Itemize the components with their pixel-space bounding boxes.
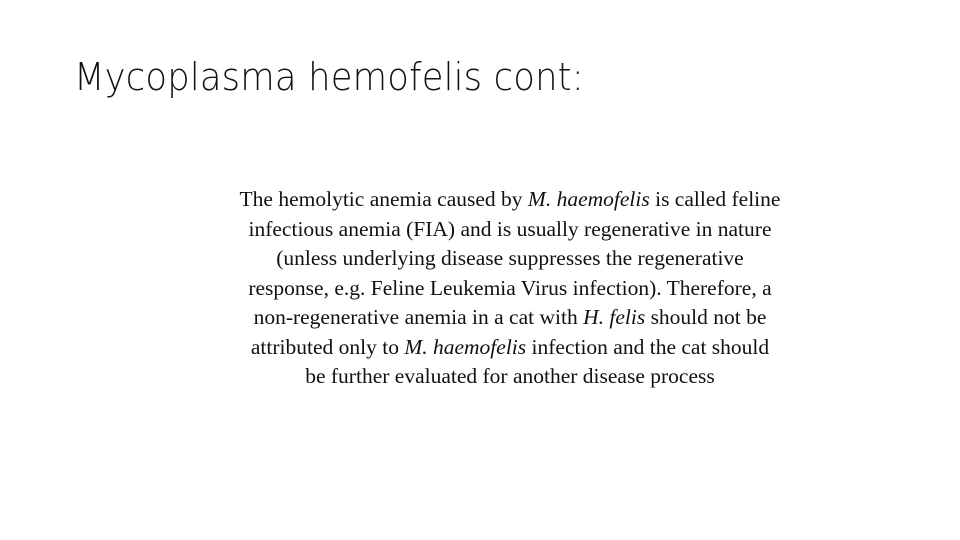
body-line: infectious anemia (FIA) and is usually regenerative in nature — [248, 216, 772, 241]
italic-species-name: M. haemofelis — [404, 334, 527, 359]
body-line: (unless underlying disease suppresses the regenerative — [276, 246, 744, 270]
slide-body-text — [196, 185, 824, 392]
italic-species-name: H. felis — [583, 305, 646, 329]
text-run: infection and the cat should — [526, 334, 770, 359]
body-line: be further evaluated for another disease process — [305, 364, 715, 388]
slide-title: Mycoplasma hemofelis cont: — [74, 55, 584, 99]
italic-species-name: M. haemofelis — [527, 187, 650, 211]
text-run: attributed only to — [250, 334, 405, 359]
text-run: is called feline — [649, 187, 781, 211]
text-run: should not be — [645, 305, 767, 329]
body-line — [196, 185, 824, 215]
body-line — [196, 303, 824, 333]
text-run: non-regenerative anemia in a cat with — [253, 305, 584, 329]
body-line: response, e.g. Feline Leukemia Virus infection). Therefore, a — [248, 275, 772, 300]
body-line — [196, 333, 824, 363]
text-run: The hemolytic anemia caused by — [239, 187, 528, 211]
